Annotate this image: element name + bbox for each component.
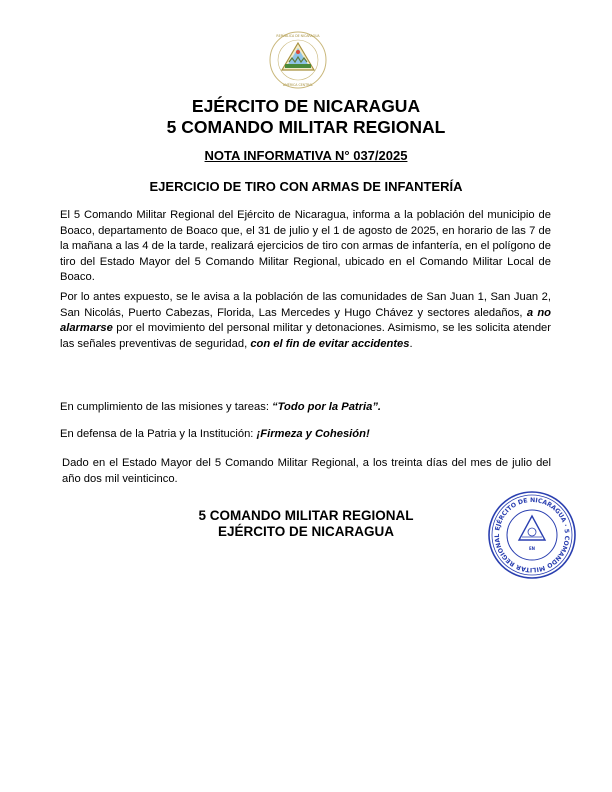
paragraph-announcement: El 5 Comando Militar Regional del Ejército de Nicaragua, informa a la población del municipio de Boaco, departamento de Boaco que, el 31 de julio y el 1 de agosto de 2025, en horario de las 7 de la mañana a las 4 de la tarde, realizará ejercicios de tiro con armas de infantería, en el polígono de tiro del Estado Mayor del 5 Comando Militar Regional, ubicado en el Comando Militar Local de Boaco. — [60, 209, 551, 283]
motto-firmeza-y-cohesion: ¡Firmeza y Cohesión! — [256, 428, 370, 440]
header-title-command: 5 COMANDO MILITAR REGIONAL — [166, 117, 446, 137]
motto-defense-label: En defensa de la Patria y la Institución: — [60, 428, 257, 440]
official-stamp — [487, 490, 577, 580]
paragraph-motto-mission — [60, 400, 551, 416]
svg-text:AMÉRICA CENTRAL: AMÉRICA CENTRAL — [282, 83, 314, 87]
motto-todo-por-la-patria: “Todo por la Patria”. — [272, 401, 382, 413]
warning-text-a: Por lo antes expuesto, se le avisa a la población de las comunidades de San Juan 1, San Juan 2, San Nicolás, Puerto Cabezas, Florida, Las Mercedes y Hugo Chávez y sectores aledaños, — [60, 291, 551, 319]
signature-command: 5 COMANDO MILITAR REGIONAL — [198, 508, 414, 523]
warning-emphasis-avoid-accidents: con el fin de evitar accidentes — [250, 337, 410, 350]
note-title: NOTA INFORMATIVA N° 037/2025 — [204, 148, 408, 163]
svg-text:EN: EN — [528, 546, 536, 551]
header-title-army: EJÉRCITO DE NICARAGUA — [191, 96, 421, 116]
paragraph-given-at: Dado en el Estado Mayor del 5 Comando Militar Regional, a los treinta días del mes de julio del año dos mil veinticinco. — [62, 457, 551, 485]
note-subject: EJERCICIO DE TIRO CON ARMAS DE INFANTERÍA — [149, 179, 463, 194]
svg-text:REPÚBLICA DE NICARAGUA: REPÚBLICA DE NICARAGUA — [276, 34, 320, 38]
nicaragua-coat-of-arms-seal — [268, 30, 328, 90]
motto-mission-label: En cumplimiento de las misiones y tareas: — [60, 401, 273, 413]
warning-text-c: por el movimiento del personal militar y detonaciones. Asimismo, se les solicita atender las señales preventivas de seguridad, — [60, 322, 551, 350]
warning-emphasis-no-alarm: a no alarmarse — [60, 306, 551, 334]
signature-army: EJÉRCITO DE NICARAGUA — [217, 524, 395, 539]
svg-text:EJÉRCITO DE NICARAGUA · 5 COMA: EJÉRCITO DE NICARAGUA · 5 COMANDO MILITAR REGIONAL — [493, 496, 571, 574]
paragraph-motto-defense — [60, 427, 551, 443]
paragraph-warning — [60, 290, 551, 352]
warning-text-end: . — [409, 337, 413, 350]
